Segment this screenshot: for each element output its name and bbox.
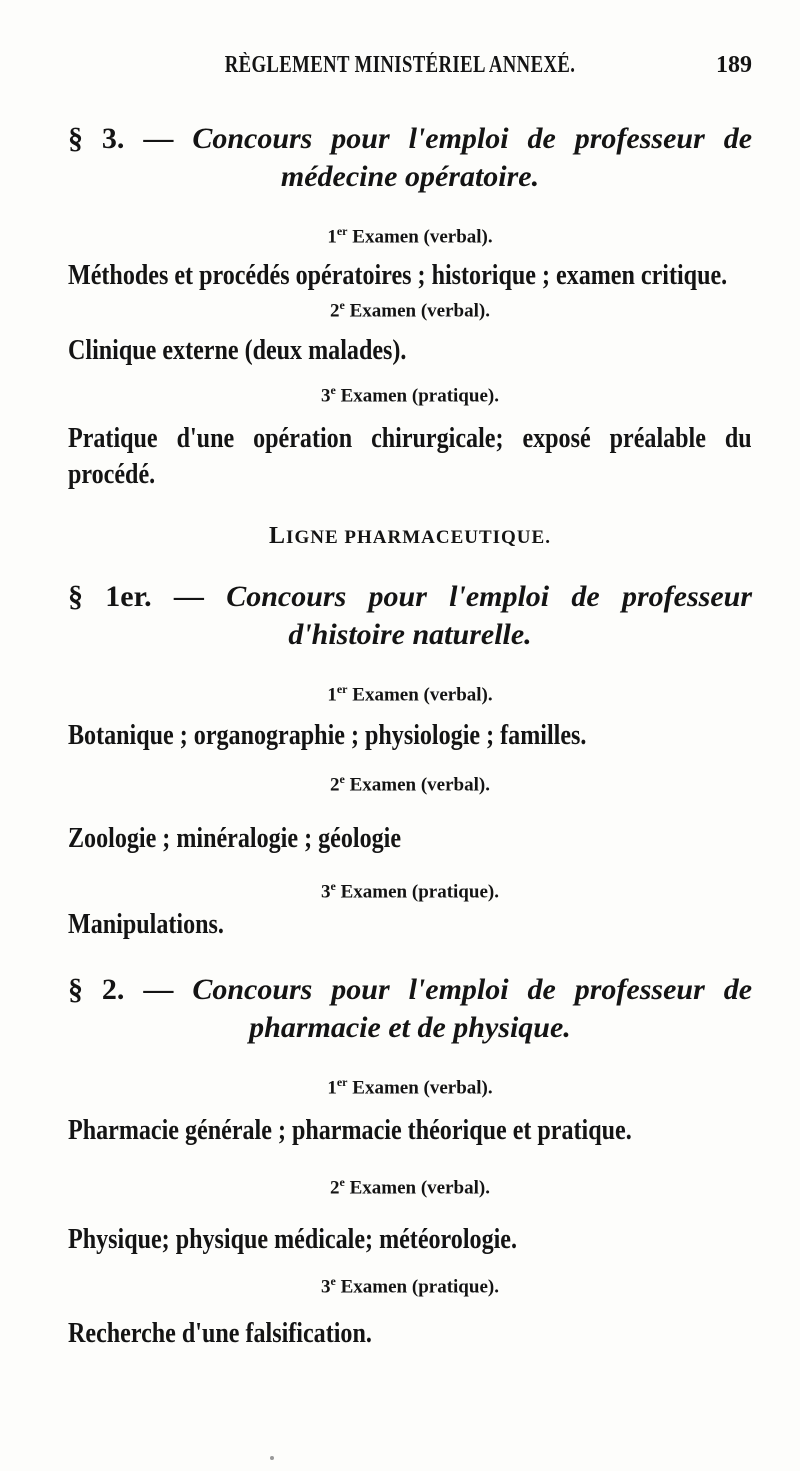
section-1-number: § 1er. — bbox=[68, 579, 204, 613]
header-title: RÈGLEMENT MINISTÉRIEL ANNEXÉ. bbox=[224, 52, 576, 78]
exam-label: 2e Examen (verbal). bbox=[330, 298, 490, 322]
section-2-heading bbox=[68, 971, 752, 1047]
section-1-heading bbox=[68, 578, 752, 654]
exam-text: Botanique ; organographie ; physiologie ; familles. bbox=[68, 720, 587, 752]
exam-label: 1er Examen (verbal). bbox=[327, 224, 493, 248]
running-header bbox=[0, 52, 800, 92]
section-3-number: § 3. — bbox=[68, 122, 174, 155]
exam-text: Pratique d'une opération chirurgicale; exposé préalable du procédé. bbox=[68, 422, 752, 490]
page-number: 189 bbox=[716, 52, 752, 78]
section-2-title: Concours pour l'emploi de professeur de pharmacie et de physique. bbox=[192, 972, 753, 1044]
ink-speck bbox=[270, 1456, 274, 1460]
exam-text: Recherche d'une falsification. bbox=[68, 1317, 372, 1349]
exam-text: Méthodes et procédés opératoires ; historique ; examen critique. bbox=[68, 260, 728, 292]
section-2-number: § 2. — bbox=[68, 972, 174, 1006]
exam-text: Zoologie ; minéralogie ; géologie bbox=[68, 822, 402, 854]
section-3-heading bbox=[68, 120, 752, 196]
exam-text: Clinique externe (deux malades). bbox=[68, 334, 407, 366]
exam-label: 3e Examen (pratique). bbox=[321, 878, 499, 902]
exam-text: Manipulations. bbox=[68, 908, 224, 940]
exam-text: Pharmacie générale ; pharmacie théorique et pratique. bbox=[68, 1115, 632, 1147]
exam-label: 2e Examen (verbal). bbox=[330, 1175, 490, 1199]
exam-label: 1er Examen (verbal). bbox=[327, 1074, 493, 1099]
exam-label: 1er Examen (verbal). bbox=[327, 681, 493, 706]
section-3-title: Concours pour l'emploi de professeur de médecine opératoire. bbox=[192, 122, 753, 193]
ligne-heading: LIGNE PHARMACEUTIQUE. bbox=[269, 522, 551, 549]
page-content bbox=[68, 120, 752, 1352]
exam-label: 2e Examen (verbal). bbox=[330, 772, 490, 796]
exam-label: 3e Examen (pratique). bbox=[321, 382, 499, 406]
exam-text: Physique; physique médicale; météorologie. bbox=[68, 1223, 518, 1255]
exam-label: 3e Examen (pratique). bbox=[321, 1273, 499, 1297]
section-1-title: Concours pour l'emploi de professeur d'histoire naturelle. bbox=[226, 579, 752, 651]
